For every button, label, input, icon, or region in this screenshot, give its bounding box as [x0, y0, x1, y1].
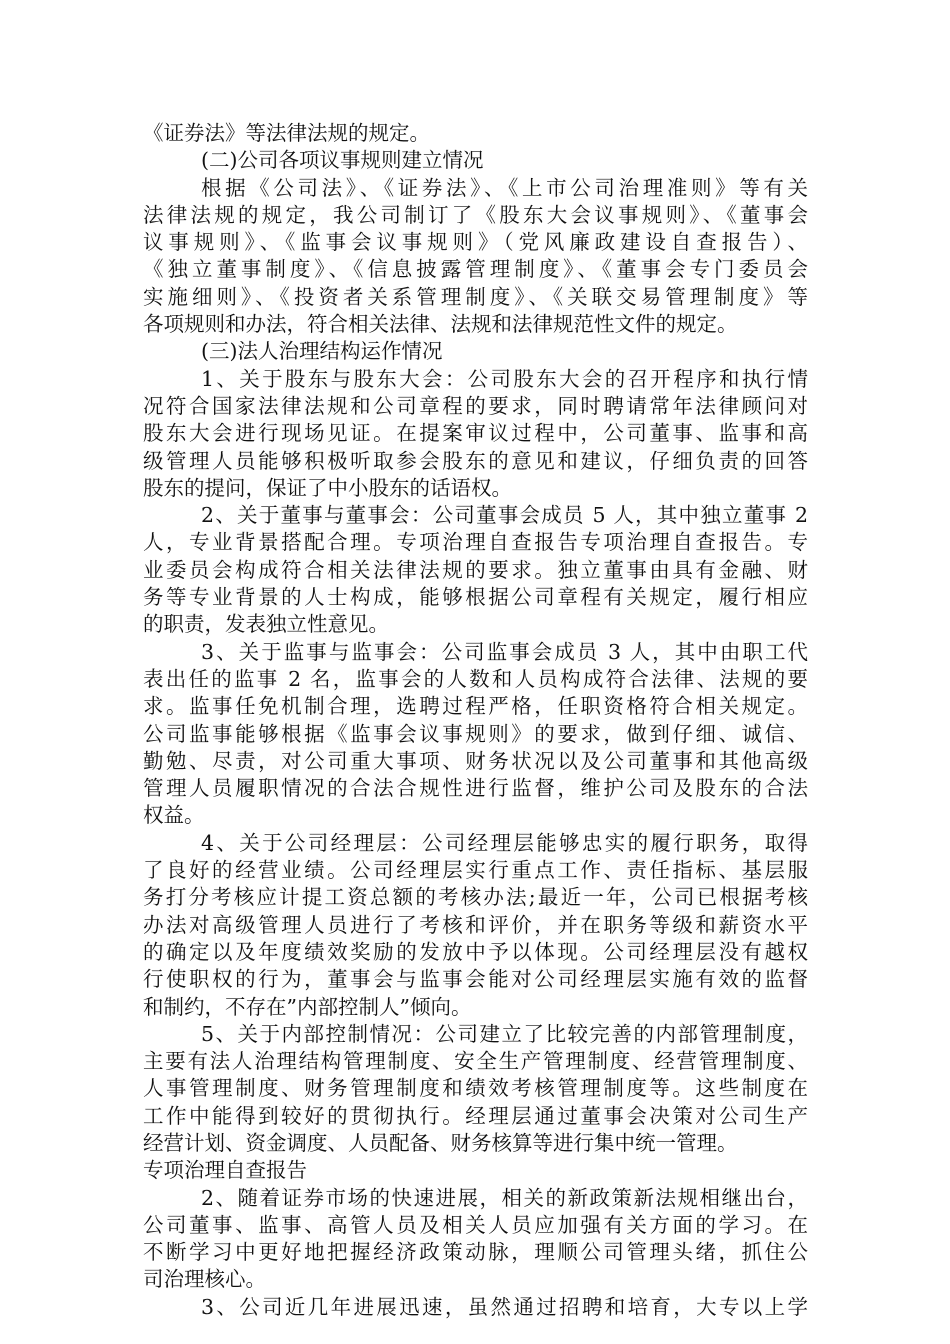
document-body — [143, 120, 808, 1321]
text-line: 勤勉、尽责，对公司重大事项、财务状况以及公司董事和其他高级 — [143, 748, 808, 773]
text-line: 2、关于董事与董事会：公司董事会成员 5 人，其中独立董事 2 — [201, 503, 808, 528]
text-line: 《证券法》等法律法规的规定。 — [143, 121, 430, 145]
text-line: 公司监事能够根据《监事会议事规则》的要求，做到仔细、诚信、 — [143, 721, 808, 746]
text-line: 的职责，发表独立性意见。 — [143, 612, 389, 637]
text-line: 表出任的监事 2 名，监事会的人数和人员构成符合法律、法规的要 — [143, 666, 808, 691]
text-line: (二)公司各项议事规则建立情况 — [201, 148, 484, 173]
text-line: 人事管理制度、财务管理制度和绩效考核管理制度等。这些制度在 — [143, 1076, 808, 1101]
text-line: 3、关于监事与监事会：公司监事会成员 3 人，其中由职工代 — [201, 639, 808, 664]
text-line: 4、关于公司经理层：公司经理层能够忠实的履行职务，取得 — [201, 830, 808, 855]
text-line: 管理人员履职情况的合法合规性进行监督，维护公司及股东的合法 — [143, 776, 808, 801]
text-line: 级管理人员能够积极听取参会股东的意见和建议，仔细负责的回答 — [143, 448, 808, 473]
text-line: 权益。 — [143, 803, 205, 828]
text-line: 司治理核心。 — [143, 1267, 266, 1292]
text-line: 1、关于股东与股东大会：公司股东大会的召开程序和执行情 — [201, 366, 808, 391]
text-line: 行使职权的行为，董事会与监事会能对公司经理层实施有效的监督 — [143, 967, 808, 992]
text-line: 经营计划、资金调度、人员配备、财务核算等进行集中统一管理。 — [143, 1130, 738, 1155]
text-line: 务等专业背景的人士构成，能够根据公司章程有关规定，履行相应 — [143, 585, 808, 610]
text-line: 股东大会进行现场见证。在提案审议过程中，公司董事、监事和高 — [143, 421, 808, 446]
text-line: 《独立董事制度》、《信息披露管理制度》、《董事会专门委员会 — [143, 257, 808, 282]
text-line: 工作中能得到较好的贯彻执行。经理层通过董事会决策对公司生产 — [143, 1103, 808, 1128]
text-line: 实施细则》、《投资者关系管理制度》、《关联交易管理制度》等 — [143, 284, 808, 309]
text-line: 法律法规的规定，我公司制订了《股东大会议事规则》、《董事会 — [143, 202, 808, 227]
text-line: 股东的提问，保证了中小股东的话语权。 — [143, 475, 512, 500]
text-line: 办法对高级管理人员进行了考核和评价，并在职务等级和薪资水平 — [143, 912, 808, 937]
text-line: 公司董事、监事、高管人员及相关人员应加强有关方面的学习。在 — [143, 1212, 808, 1237]
text-line: 的确定以及年度绩效奖励的发放中予以体现。公司经理层没有越权 — [143, 939, 808, 964]
text-line: 主要有法人治理结构管理制度、安全生产管理制度、经营管理制度、 — [143, 1049, 808, 1074]
text-line: 人，专业背景搭配合理。专项治理自查报告专项治理自查报告。专 — [143, 530, 808, 555]
text-line: 不断学习中更好地把握经济政策动脉，理顺公司管理头绪，抓住公 — [143, 1240, 808, 1265]
text-line: 求。监事任免机制合理，选聘过程严格，任职资格符合相关规定。 — [143, 694, 808, 719]
text-line: 3、公司近几年进展迅速，虽然通过招聘和培育，大专以上学 — [201, 1294, 808, 1319]
text-line: 了良好的经营业绩。公司经理层实行重点工作、责任指标、基层服 — [143, 858, 808, 883]
text-line: 2、随着证券市场的快速进展，相关的新政策新法规相继出台， — [201, 1185, 808, 1210]
text-line: 专项治理自查报告 — [143, 1158, 307, 1183]
text-line: 业委员会构成符合相关法律法规的要求。独立董事由具有金融、财 — [143, 557, 808, 582]
text-line: 根据《公司法》、《证券法》、《上市公司治理准则》等有关 — [201, 175, 808, 200]
text-line: 和制约，不存在”内部控制人”倾向。 — [143, 994, 472, 1019]
text-line: 各项规则和办法，符合相关法律、法规和法律规范性文件的规定。 — [143, 312, 738, 337]
text-line: (三)法人治理结构运作情况 — [201, 339, 443, 364]
text-line: 议事规则》、《监事会议事规则》（党风廉政建设自查报告）、 — [143, 230, 808, 255]
text-line: 5、关于内部控制情况：公司建立了比较完善的内部管理制度， — [201, 1021, 808, 1046]
text-line: 况符合国家法律法规和公司章程的要求，同时聘请常年法律顾问对 — [143, 393, 808, 418]
text-line: 务打分考核应计提工资总额的考核办法;最近一年，公司已根据考核 — [143, 885, 808, 910]
